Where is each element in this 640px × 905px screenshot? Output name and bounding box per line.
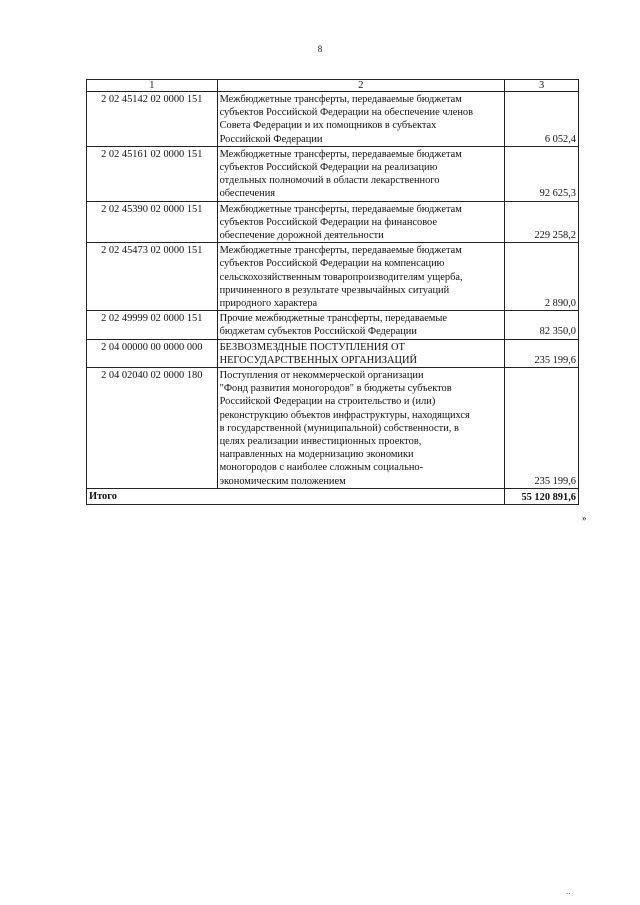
table-row <box>87 368 579 489</box>
table-row <box>87 92 579 147</box>
column-header-name: 2 <box>217 80 505 92</box>
row-amount: 82 350,0 <box>505 311 579 339</box>
row-code: 2 04 02040 02 0000 180 <box>87 368 218 489</box>
row-name: Межбюджетные трансферты, передаваемые бюджетам субъектов Российской Федерации на реализацию отдельных полномочий в области лекарственного обеспечения <box>217 146 505 201</box>
column-header-code: 1 <box>87 80 218 92</box>
corner-scan-mark: .. <box>566 886 571 896</box>
row-name: Поступления от некоммерческой организации "Фонд развития моногородов" в бюджеты субъектов Российской Федерации на строительство и (или) реконструкцию объектов инфраструктуры, находящихся в государственной (муниципальной) собственности, в целях реализации инвестиционных проектов, направленных на модернизацию экономики моногородов с наиболее сложным социально- экономическим положением <box>217 368 505 489</box>
row-amount: 229 258,2 <box>505 201 579 243</box>
column-header-amount: 3 <box>505 80 579 92</box>
total-amount: 55 120 891,6 <box>505 488 579 504</box>
row-code: 2 04 00000 00 0000 000 <box>87 339 218 367</box>
row-amount: 235 199,6 <box>505 368 579 489</box>
closing-quote-mark: » <box>582 513 587 523</box>
row-name: Межбюджетные трансферты, передаваемые бюджетам субъектов Российской Федерации на финансовое обеспечение дорожной деятельности <box>217 201 505 243</box>
table-row <box>87 243 579 311</box>
row-amount: 6 052,4 <box>505 92 579 147</box>
total-label: Итого <box>87 488 218 504</box>
row-code: 2 02 45390 02 0000 151 <box>87 201 218 243</box>
row-code: 2 02 45142 02 0000 151 <box>87 92 218 147</box>
table-row <box>87 311 579 339</box>
table-row <box>87 201 579 243</box>
page-number: 8 <box>317 44 323 54</box>
revenue-table <box>86 79 579 505</box>
row-amount: 92 625,3 <box>505 146 579 201</box>
table-header-row <box>87 80 579 92</box>
table-row <box>87 146 579 201</box>
row-amount: 235 199,6 <box>505 339 579 367</box>
table-total-row <box>87 488 579 504</box>
row-code: 2 02 45161 02 0000 151 <box>87 146 218 201</box>
row-code: 2 02 49999 02 0000 151 <box>87 311 218 339</box>
row-name: Межбюджетные трансферты, передаваемые бюджетам субъектов Российской Федерации на обеспечение членов Совета Федерации и их помощников в субъектах Российской Федерации <box>217 92 505 147</box>
total-spacer <box>217 488 505 504</box>
row-name: Прочие межбюджетные трансферты, передаваемые бюджетам субъектов Российской Федерации <box>217 311 505 339</box>
row-name: Межбюджетные трансферты, передаваемые бюджетам субъектов Российской Федерации на компенсацию сельскохозяйственным товаропроизводителям ущерба, причиненного в результате чрезвычайных ситуаций природного характера <box>217 243 505 311</box>
row-name: БЕЗВОЗМЕЗДНЫЕ ПОСТУПЛЕНИЯ ОТ НЕГОСУДАРСТВЕННЫХ ОРГАНИЗАЦИЙ <box>217 339 505 367</box>
row-code: 2 02 45473 02 0000 151 <box>87 243 218 311</box>
table-section-row <box>87 339 579 367</box>
row-amount: 2 890,0 <box>505 243 579 311</box>
